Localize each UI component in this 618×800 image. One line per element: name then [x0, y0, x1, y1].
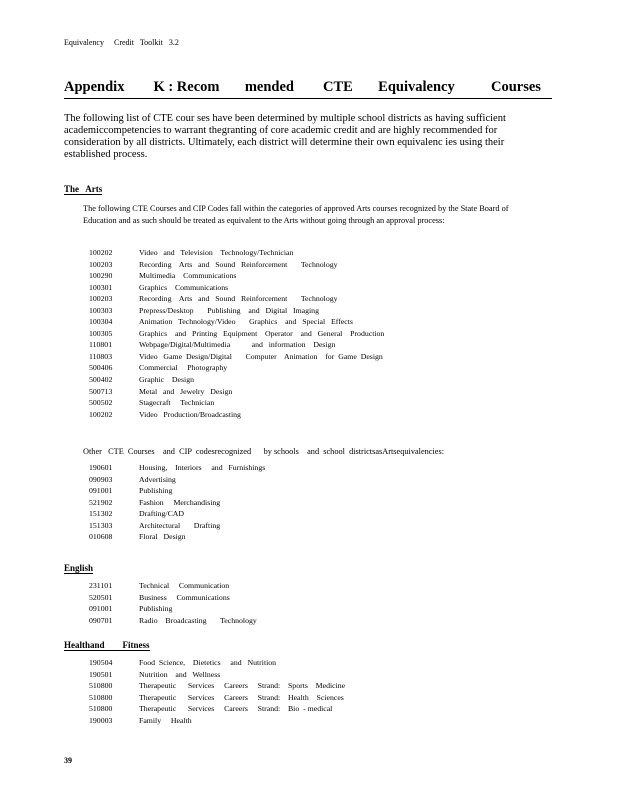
course-name: Graphics and Printing Equipment Operator and General Production: [139, 328, 385, 338]
cip-code: 100203: [89, 294, 113, 304]
cip-code: 100202: [89, 409, 113, 419]
course-row: [89, 657, 345, 669]
cip-code: 100202: [89, 248, 113, 257]
course-row: [89, 669, 345, 681]
course-name: Graphics Communications: [139, 282, 229, 292]
course-name: Metal and Jewelry Design: [139, 386, 233, 396]
cip-code: 010608: [89, 532, 113, 542]
course-row: [89, 580, 257, 592]
cip-code: 091001: [89, 486, 113, 496]
cip-code: 190501: [89, 669, 113, 679]
course-row: [89, 508, 265, 520]
course-row: [89, 715, 345, 727]
course-name: Stagecraft Technician: [139, 398, 215, 408]
course-name: Prepress/Desktop Publishing and Digital Imaging: [139, 305, 319, 315]
course-row: [89, 362, 384, 374]
cip-code: 090903: [89, 474, 113, 484]
course-row: [89, 485, 265, 497]
course-name: Multimedia Communications: [139, 271, 237, 281]
course-name: Video and Television Technology/Technician: [139, 248, 294, 257]
cip-code: 190601: [89, 463, 113, 472]
page-number: 39: [64, 756, 72, 765]
page-title: Appendix K : Recom mended CTE Equivalency Courses: [64, 79, 552, 99]
course-name: Therapeutic Services Careers Strand: Sports Medicine: [139, 681, 346, 691]
course-name: Recording Arts and Sound Reinforcement Technology: [139, 259, 338, 269]
course-row: [89, 247, 384, 259]
cip-code: 100290: [89, 271, 113, 281]
course-row: [89, 603, 257, 615]
course-name: Radio Broadcasting Technology: [139, 615, 257, 625]
course-name: Publishing: [139, 604, 173, 614]
course-row: [89, 259, 384, 271]
course-name: Drafting/CAD: [139, 509, 185, 519]
course-row: [89, 282, 384, 294]
section-heading-health: Healthand Fitness: [64, 640, 150, 650]
cip-code: 500402: [89, 375, 113, 385]
course-name: Recording Arts and Sound Reinforcement Technology: [139, 294, 338, 304]
cip-code: 100305: [89, 328, 113, 338]
course-row: [89, 592, 257, 604]
course-name: Graphic Design: [139, 375, 194, 385]
cip-code: 110801: [89, 340, 113, 350]
course-row: [89, 497, 265, 509]
cip-code: 520501: [89, 592, 113, 602]
cip-code: 100303: [89, 305, 113, 315]
course-row: [89, 615, 257, 627]
cip-code: 510800: [89, 692, 113, 702]
course-row: [89, 293, 384, 305]
course-name: Architectural Drafting: [139, 520, 221, 530]
course-row: [89, 305, 384, 317]
course-name: Publishing: [139, 486, 173, 496]
cip-code: 110803: [89, 351, 113, 361]
course-name: Fashion Merchandising: [139, 497, 221, 507]
course-name: Housing, Interiors and Furnishings: [139, 463, 266, 472]
course-row: [89, 339, 384, 351]
course-row: [89, 531, 265, 543]
course-name: Technical Communication: [139, 581, 230, 590]
cip-code: 190003: [89, 715, 113, 725]
course-name: Video Game Design/Digital Computer Animation for Game Design: [139, 351, 383, 361]
course-name: Food Science, Dietetics and Nutrition: [139, 658, 277, 667]
course-row: [89, 474, 265, 486]
cip-code: 090701: [89, 615, 113, 625]
english-course-list: [89, 580, 257, 626]
course-name: Video Production/Broadcasting: [139, 409, 241, 419]
cip-code: 190504: [89, 658, 113, 667]
cip-code: 151302: [89, 509, 113, 519]
arts-paragraph: The following CTE Courses and CIP Codes fall within the categories of approved Arts courses recognized by the State Board of Education and as such should be treated as equivalent to the Arts without going through an approval process:: [83, 204, 509, 225]
section-heading-arts: The Arts: [64, 184, 103, 194]
cip-code: 151303: [89, 520, 113, 530]
course-name: Family Health: [139, 715, 192, 725]
course-row: [89, 397, 384, 409]
course-row: [89, 351, 384, 363]
course-row: [89, 692, 345, 704]
course-name: Commercial Photography: [139, 363, 228, 373]
cip-code: 500406: [89, 363, 113, 373]
cip-code: 100203: [89, 259, 113, 269]
course-row: [89, 703, 345, 715]
course-name: Floral Design: [139, 532, 186, 542]
course-row: [89, 520, 265, 532]
course-row: [89, 680, 345, 692]
course-row: [89, 374, 384, 386]
health-course-list: [89, 657, 345, 726]
course-row: [89, 386, 384, 398]
course-row: [89, 462, 265, 474]
course-row: [89, 328, 384, 340]
course-row: [89, 316, 384, 328]
course-name: Therapeutic Services Careers Strand: Health Sciences: [139, 692, 344, 702]
cip-code: 100304: [89, 317, 113, 327]
course-name: Nutrition and Wellness: [139, 669, 221, 679]
arts-course-list: [89, 247, 384, 420]
cip-code: 510800: [89, 681, 113, 691]
course-name: Business Communications: [139, 592, 230, 602]
course-row: [89, 409, 384, 421]
running-header: Equivalency Credit Toolkit 3.2: [64, 38, 179, 47]
cip-code: 091001: [89, 604, 113, 614]
intro-paragraph: The following list of CTE cour ses have been determined by multiple school districts as having sufficient academiccompetencies to warrant thegranting of core academic credit and are highly recommended for consideration by all districts. Ultimately, each district will determine their own equivalenc ies using their established process.: [64, 113, 506, 160]
cip-code: 231101: [89, 581, 113, 590]
cip-code: 500713: [89, 386, 113, 396]
course-name: Therapeutic Services Careers Strand: Bio - medical: [139, 704, 333, 714]
other-courses-heading: Other CTE Courses and CIP codesrecognized by schools and school districtsasArtsequivalencies:: [83, 447, 444, 456]
other-course-list: [89, 462, 265, 543]
cip-code: 521902: [89, 497, 113, 507]
course-row: [89, 270, 384, 282]
section-heading-english: English: [64, 563, 94, 573]
cip-code: 510800: [89, 704, 113, 714]
course-name: Animation Technology/Video Graphics and Special Effects: [139, 317, 353, 327]
course-name: Webpage/Digital/Multimedia and information Design: [139, 340, 336, 350]
course-name: Advertising: [139, 474, 176, 484]
cip-code: 100301: [89, 282, 113, 292]
cip-code: 500502: [89, 398, 113, 408]
